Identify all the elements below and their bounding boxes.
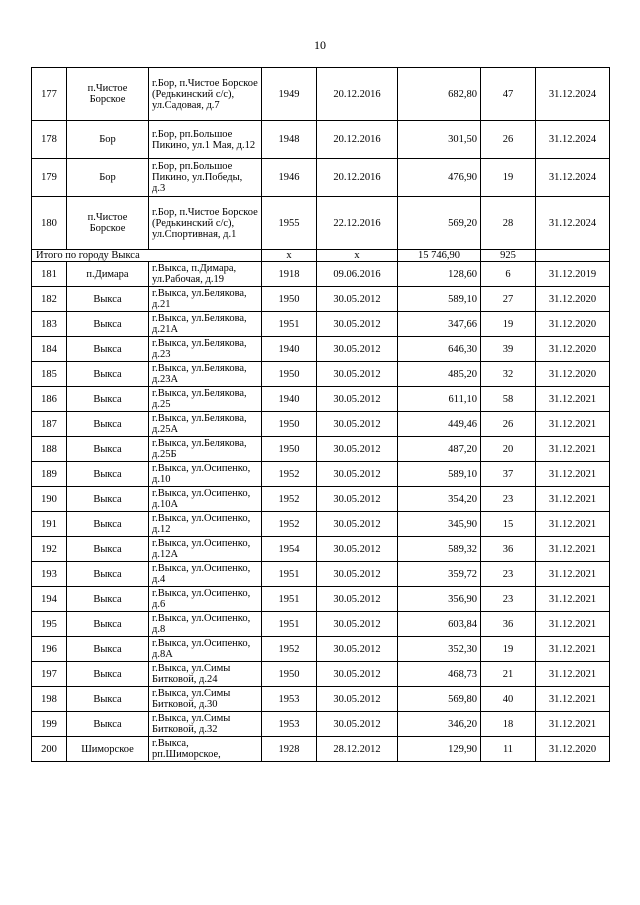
area-value: 476,90 xyxy=(398,159,481,197)
row-number: 184 xyxy=(32,337,67,362)
resettlement-deadline: 31.12.2020 xyxy=(536,362,610,387)
area-value: 603,84 xyxy=(398,612,481,637)
settlement-name: Выкса xyxy=(67,437,149,462)
table-row xyxy=(32,737,610,762)
residents-count: 58 xyxy=(481,387,536,412)
resettlement-deadline: 31.12.2021 xyxy=(536,662,610,687)
address: г.Выкса, ул.Осипенко, д.10А xyxy=(149,487,262,512)
settlement-name: Выкса xyxy=(67,287,149,312)
table-row xyxy=(32,587,610,612)
recognition-date: 30.05.2012 xyxy=(317,562,398,587)
residents-count: 23 xyxy=(481,587,536,612)
row-number: 193 xyxy=(32,562,67,587)
row-number: 186 xyxy=(32,387,67,412)
settlement-name: Бор xyxy=(67,159,149,197)
recognition-date: 30.05.2012 xyxy=(317,537,398,562)
settlement-name: Выкса xyxy=(67,512,149,537)
construction-year: 1953 xyxy=(262,712,317,737)
residents-count: 18 xyxy=(481,712,536,737)
settlement-name: Выкса xyxy=(67,687,149,712)
total-area: 15 746,90 xyxy=(398,250,481,262)
resettlement-deadline: 31.12.2020 xyxy=(536,287,610,312)
address: г.Выкса, ул.Симы Битковой, д.32 xyxy=(149,712,262,737)
row-number: 179 xyxy=(32,159,67,197)
recognition-date: 30.05.2012 xyxy=(317,587,398,612)
construction-year: 1954 xyxy=(262,537,317,562)
table-row xyxy=(32,337,610,362)
recognition-date: 20.12.2016 xyxy=(317,159,398,197)
address: г.Выкса, ул.Осипенко, д.12А xyxy=(149,537,262,562)
construction-year: 1952 xyxy=(262,487,317,512)
recognition-date: 30.05.2012 xyxy=(317,362,398,387)
area-value: 346,20 xyxy=(398,712,481,737)
address: г.Выкса, ул.Осипенко, д.6 xyxy=(149,587,262,612)
recognition-date: 30.05.2012 xyxy=(317,637,398,662)
table-row xyxy=(32,262,610,287)
housing-register-table xyxy=(31,67,610,762)
construction-year: 1950 xyxy=(262,437,317,462)
address: г.Выкса, ул.Белякова, д.23 xyxy=(149,337,262,362)
row-number: 191 xyxy=(32,512,67,537)
settlement-name: Выкса xyxy=(67,612,149,637)
settlement-name: Выкса xyxy=(67,637,149,662)
table-row xyxy=(32,121,610,159)
settlement-name: Выкса xyxy=(67,662,149,687)
residents-count: 32 xyxy=(481,362,536,387)
recognition-date: 30.05.2012 xyxy=(317,612,398,637)
row-number: 200 xyxy=(32,737,67,762)
resettlement-deadline: 31.12.2021 xyxy=(536,637,610,662)
address: г.Выкса, п.Димара, ул.Рабочая, д.19 xyxy=(149,262,262,287)
construction-year: 1940 xyxy=(262,337,317,362)
row-number: 195 xyxy=(32,612,67,637)
row-number: 194 xyxy=(32,587,67,612)
table-row xyxy=(32,287,610,312)
row-number: 178 xyxy=(32,121,67,159)
recognition-date: 30.05.2012 xyxy=(317,437,398,462)
recognition-date: 30.05.2012 xyxy=(317,312,398,337)
address: г.Выкса, ул.Симы Битковой, д.24 xyxy=(149,662,262,687)
area-value: 301,50 xyxy=(398,121,481,159)
resettlement-deadline: 31.12.2021 xyxy=(536,587,610,612)
resettlement-deadline: 31.12.2021 xyxy=(536,512,610,537)
construction-year: 1952 xyxy=(262,512,317,537)
settlement-name: п.Чистое Борское xyxy=(67,197,149,250)
residents-count: 28 xyxy=(481,197,536,250)
resettlement-deadline: 31.12.2021 xyxy=(536,412,610,437)
construction-year: 1950 xyxy=(262,362,317,387)
row-number: 182 xyxy=(32,287,67,312)
table-row xyxy=(32,462,610,487)
table-row xyxy=(32,562,610,587)
residents-count: 15 xyxy=(481,512,536,537)
settlement-name: Выкса xyxy=(67,537,149,562)
resettlement-deadline: 31.12.2021 xyxy=(536,437,610,462)
residents-count: 6 xyxy=(481,262,536,287)
resettlement-deadline: 31.12.2024 xyxy=(536,197,610,250)
construction-year: 1953 xyxy=(262,687,317,712)
settlement-name: Выкса xyxy=(67,337,149,362)
recognition-date: 30.05.2012 xyxy=(317,462,398,487)
area-value: 485,20 xyxy=(398,362,481,387)
resettlement-deadline: 31.12.2021 xyxy=(536,612,610,637)
resettlement-deadline: 31.12.2024 xyxy=(536,159,610,197)
construction-year: 1946 xyxy=(262,159,317,197)
residents-count: 20 xyxy=(481,437,536,462)
resettlement-deadline: 31.12.2024 xyxy=(536,121,610,159)
row-number: 197 xyxy=(32,662,67,687)
address: г.Выкса, ул.Белякова, д.25 xyxy=(149,387,262,412)
recognition-date: 20.12.2016 xyxy=(317,121,398,159)
resettlement-deadline: 31.12.2021 xyxy=(536,712,610,737)
construction-year: 1951 xyxy=(262,612,317,637)
address: г.Бор, п.Чистое Борское (Редькинский с/с), ул.Садовая, д.7 xyxy=(149,68,262,121)
table-row xyxy=(32,487,610,512)
table-row xyxy=(32,662,610,687)
area-value: 468,73 xyxy=(398,662,481,687)
residents-count: 11 xyxy=(481,737,536,762)
construction-year: 1950 xyxy=(262,662,317,687)
area-value: 589,10 xyxy=(398,462,481,487)
resettlement-deadline: 31.12.2021 xyxy=(536,462,610,487)
area-value: 129,90 xyxy=(398,737,481,762)
settlement-name: Шиморское xyxy=(67,737,149,762)
address: г.Выкса, ул.Осипенко, д.8А xyxy=(149,637,262,662)
construction-year: 1951 xyxy=(262,587,317,612)
residents-count: 26 xyxy=(481,412,536,437)
resettlement-deadline: 31.12.2021 xyxy=(536,537,610,562)
construction-year: 1948 xyxy=(262,121,317,159)
address: г.Бор, рп.Большое Пикино, ул.1 Мая, д.12 xyxy=(149,121,262,159)
recognition-date: 30.05.2012 xyxy=(317,287,398,312)
residents-count: 19 xyxy=(481,637,536,662)
area-value: 352,30 xyxy=(398,637,481,662)
total-label: Итого по городу Выкса xyxy=(32,250,262,262)
row-number: 199 xyxy=(32,712,67,737)
construction-year: 1949 xyxy=(262,68,317,121)
address: г.Бор, рп.Большое Пикино, ул.Победы, д.3 xyxy=(149,159,262,197)
residents-count: 27 xyxy=(481,287,536,312)
area-value: 345,90 xyxy=(398,512,481,537)
row-number: 189 xyxy=(32,462,67,487)
area-value: 589,10 xyxy=(398,287,481,312)
address: г.Выкса, ул.Осипенко, д.8 xyxy=(149,612,262,637)
residents-count: 23 xyxy=(481,562,536,587)
row-number: 180 xyxy=(32,197,67,250)
residents-count: 39 xyxy=(481,337,536,362)
address: г.Выкса, рп.Шиморское, xyxy=(149,737,262,762)
area-value: 359,72 xyxy=(398,562,481,587)
resettlement-deadline: 31.12.2019 xyxy=(536,262,610,287)
resettlement-deadline: 31.12.2021 xyxy=(536,687,610,712)
table-row xyxy=(32,68,610,121)
resettlement-deadline: 31.12.2024 xyxy=(536,68,610,121)
settlement-name: Выкса xyxy=(67,362,149,387)
resettlement-deadline: 31.12.2020 xyxy=(536,337,610,362)
construction-year: 1950 xyxy=(262,412,317,437)
residents-count: 19 xyxy=(481,312,536,337)
settlement-name: Выкса xyxy=(67,387,149,412)
table-row xyxy=(32,537,610,562)
row-number: 177 xyxy=(32,68,67,121)
address: г.Выкса, ул.Осипенко, д.4 xyxy=(149,562,262,587)
settlement-name: п.Димара xyxy=(67,262,149,287)
table-row xyxy=(32,387,610,412)
area-value: 354,20 xyxy=(398,487,481,512)
address: г.Выкса, ул.Осипенко, д.12 xyxy=(149,512,262,537)
recognition-date: 30.05.2012 xyxy=(317,687,398,712)
settlement-name: Выкса xyxy=(67,312,149,337)
address: г.Выкса, ул.Белякова, д.25Б xyxy=(149,437,262,462)
area-value: 356,90 xyxy=(398,587,481,612)
area-value: 611,10 xyxy=(398,387,481,412)
table-row xyxy=(32,612,610,637)
recognition-date: 20.12.2016 xyxy=(317,68,398,121)
address: г.Выкса, ул.Симы Битковой, д.30 xyxy=(149,687,262,712)
residents-count: 37 xyxy=(481,462,536,487)
total-row xyxy=(32,250,610,262)
row-number: 181 xyxy=(32,262,67,287)
area-value: 589,32 xyxy=(398,537,481,562)
total-residents: 925 xyxy=(481,250,536,262)
construction-year: 1918 xyxy=(262,262,317,287)
construction-year: 1952 xyxy=(262,637,317,662)
row-number: 198 xyxy=(32,687,67,712)
area-value: 682,80 xyxy=(398,68,481,121)
address: г.Выкса, ул.Белякова, д.21А xyxy=(149,312,262,337)
settlement-name: Выкса xyxy=(67,462,149,487)
construction-year: 1928 xyxy=(262,737,317,762)
address: г.Бор, п.Чистое Борское (Редькинский с/с), ул.Спортивная, д.1 xyxy=(149,197,262,250)
area-value: 449,46 xyxy=(398,412,481,437)
construction-year: 1951 xyxy=(262,312,317,337)
settlement-name: Бор xyxy=(67,121,149,159)
recognition-date: 30.05.2012 xyxy=(317,412,398,437)
settlement-name: п.Чистое Борское xyxy=(67,68,149,121)
area-value: 646,30 xyxy=(398,337,481,362)
resettlement-deadline: 31.12.2020 xyxy=(536,312,610,337)
residents-count: 36 xyxy=(481,612,536,637)
recognition-date: 30.05.2012 xyxy=(317,387,398,412)
settlement-name: Выкса xyxy=(67,562,149,587)
settlement-name: Выкса xyxy=(67,712,149,737)
recognition-date: 30.05.2012 xyxy=(317,512,398,537)
total-date: х xyxy=(317,250,398,262)
area-value: 487,20 xyxy=(398,437,481,462)
row-number: 196 xyxy=(32,637,67,662)
resettlement-deadline: 31.12.2021 xyxy=(536,562,610,587)
address: г.Выкса, ул.Белякова, д.23А xyxy=(149,362,262,387)
row-number: 188 xyxy=(32,437,67,462)
table-row xyxy=(32,712,610,737)
row-number: 183 xyxy=(32,312,67,337)
residents-count: 36 xyxy=(481,537,536,562)
page-number: 10 xyxy=(314,38,326,52)
recognition-date: 09.06.2016 xyxy=(317,262,398,287)
row-number: 190 xyxy=(32,487,67,512)
area-value: 347,66 xyxy=(398,312,481,337)
recognition-date: 22.12.2016 xyxy=(317,197,398,250)
table-row xyxy=(32,512,610,537)
residents-count: 21 xyxy=(481,662,536,687)
construction-year: 1955 xyxy=(262,197,317,250)
settlement-name: Выкса xyxy=(67,587,149,612)
area-value: 569,20 xyxy=(398,197,481,250)
table-row xyxy=(32,197,610,250)
address: г.Выкса, ул.Белякова, д.21 xyxy=(149,287,262,312)
recognition-date: 30.05.2012 xyxy=(317,662,398,687)
recognition-date: 30.05.2012 xyxy=(317,712,398,737)
construction-year: 1952 xyxy=(262,462,317,487)
construction-year: 1951 xyxy=(262,562,317,587)
recognition-date: 28.12.2012 xyxy=(317,737,398,762)
residents-count: 23 xyxy=(481,487,536,512)
residents-count: 47 xyxy=(481,68,536,121)
table-row xyxy=(32,412,610,437)
total-year: х xyxy=(262,250,317,262)
table-row xyxy=(32,637,610,662)
construction-year: 1950 xyxy=(262,287,317,312)
table-row xyxy=(32,437,610,462)
residents-count: 40 xyxy=(481,687,536,712)
residents-count: 26 xyxy=(481,121,536,159)
row-number: 187 xyxy=(32,412,67,437)
address: г.Выкса, ул.Белякова, д.25А xyxy=(149,412,262,437)
recognition-date: 30.05.2012 xyxy=(317,337,398,362)
construction-year: 1940 xyxy=(262,387,317,412)
table-row xyxy=(32,159,610,197)
recognition-date: 30.05.2012 xyxy=(317,487,398,512)
table-row xyxy=(32,362,610,387)
area-value: 128,60 xyxy=(398,262,481,287)
resettlement-deadline: 31.12.2021 xyxy=(536,487,610,512)
settlement-name: Выкса xyxy=(67,412,149,437)
settlement-name: Выкса xyxy=(67,487,149,512)
row-number: 185 xyxy=(32,362,67,387)
resettlement-deadline: 31.12.2020 xyxy=(536,737,610,762)
resettlement-deadline: 31.12.2021 xyxy=(536,387,610,412)
total-deadline xyxy=(536,250,610,262)
table-row xyxy=(32,687,610,712)
row-number: 192 xyxy=(32,537,67,562)
area-value: 569,80 xyxy=(398,687,481,712)
table-row xyxy=(32,312,610,337)
address: г.Выкса, ул.Осипенко, д.10 xyxy=(149,462,262,487)
residents-count: 19 xyxy=(481,159,536,197)
